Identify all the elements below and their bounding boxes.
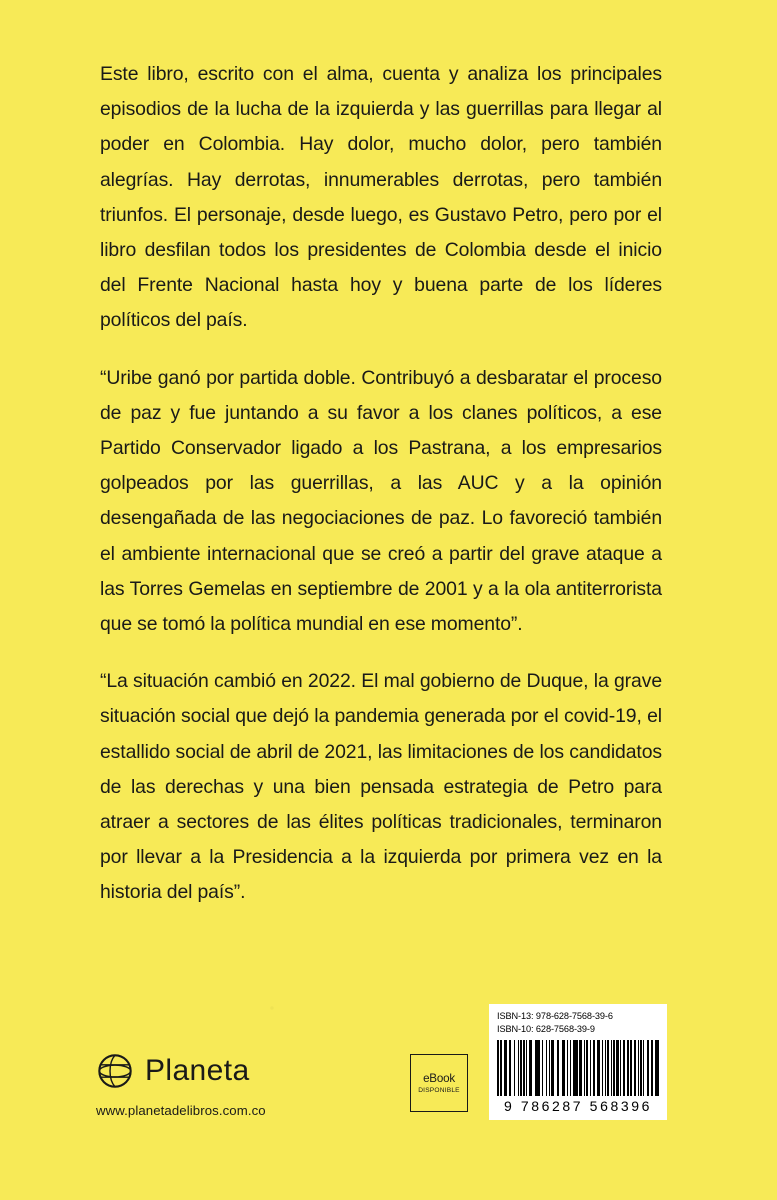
paragraph-quote-uribe: “Uribe ganó por partida doble. Contribuyó a desbaratar el proceso de paz y fue juntando a su favor a los clanes políticos, a ese Partido Conservador ligado a los Pastrana, a los empresarios golpeados por las guerrillas, a las AUC y a la opinión desengañada de las negociaciones de paz. Lo favoreció también el ambiente internacional que se creó a partir del grave ataque a las Torres Gemelas en septiembre de 2001 y a la ola antiterrorista que se tomó la política mundial en ese momento”. — [100, 366, 662, 636]
barcode-digits: 9 786287 568396 — [504, 1098, 652, 1114]
barcode-graphic — [497, 1040, 659, 1096]
back-cover-text — [100, 57, 662, 911]
publisher-logo-row — [96, 1052, 336, 1090]
isbn-barcode-block — [489, 1004, 667, 1120]
ebook-badge-sublabel: DISPONIBLE — [418, 1087, 460, 1094]
publisher-block — [96, 1052, 336, 1118]
ebook-badge-label: eBook — [423, 1072, 455, 1085]
paragraph-quote-2022: “La situación cambió en 2022. El mal gobierno de Duque, la grave situación social que dejó la pandemia generada por el covid-19, el estallido social de abril de 2021, las limitaciones de los candidatos de las derechas y una bien pensada estrategia de Petro para atraer a sectores de las élites políticas tradicionales, terminaron por llevar a la Presidencia a la izquierda por primera vez en la historia del país”. — [100, 670, 662, 904]
paragraph-synopsis: Este libro, escrito con el alma, cuenta y analiza los principales episodios de la lucha de la izquierda y las guerrillas para llegar al poder en Colombia. Hay dolor, mucho dolor, pero también alegrías. Hay derrotas, innumerables derrotas, pero también triunfos. El personaje, desde luego, es Gustavo Petro, pero por el libro desfilan todos los presidentes de Colombia desde el inicio del Frente Nacional hasta hoy y buena parte de los líderes políticos del país. — [100, 63, 662, 332]
planeta-globe-icon — [96, 1052, 134, 1090]
publisher-website: www.planetadelibros.com.co — [96, 1103, 266, 1118]
isbn-10: ISBN-10: 628-7568-39-9 — [497, 1023, 595, 1034]
isbn-13: ISBN-13: 978-628-7568-39-6 — [497, 1011, 613, 1021]
publisher-name: Planeta — [145, 1054, 250, 1087]
ebook-available-badge — [410, 1054, 468, 1112]
